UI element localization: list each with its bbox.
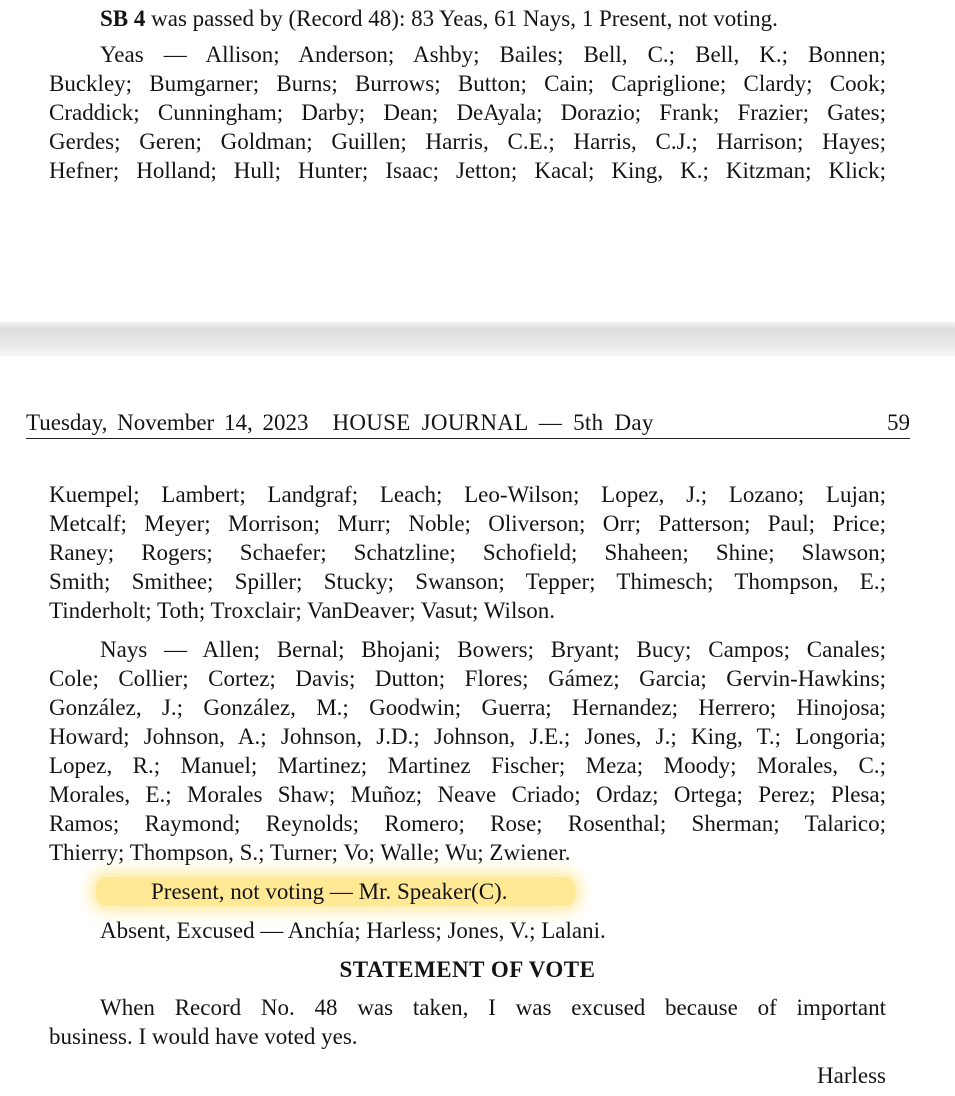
statement-line: When Record No. 48 was taken, I was excused because of important	[100, 995, 886, 1020]
statement-of-vote-heading: STATEMENT OF VOTE	[339, 957, 596, 982]
previous-page-fragment	[49, 4, 886, 185]
bill-number: SB 4	[100, 6, 146, 31]
nays-line: González, J.; González, M.; Goodwin; Guerra; Hernandez; Herrero; Hinojosa;	[49, 695, 886, 720]
nays-line: Nays — Allen; Bernal; Bhojani; Bowers; Bryant; Bucy; Campos; Canales;	[100, 637, 886, 662]
yeas-line: Buckley; Bumgarner; Burns; Burrows; Button; Cain; Capriglione; Clardy; Cook;	[49, 71, 886, 96]
yeas-line: Gerdes; Geren; Goldman; Guillen; Harris, C.E.; Harris, C.J.; Harrison; Hayes;	[49, 129, 886, 154]
page-separator	[0, 322, 955, 356]
vote-result-line	[49, 4, 886, 33]
running-header	[26, 408, 910, 439]
yeas-line: Yeas — Allison; Anderson; Ashby; Bailes; Bell, C.; Bell, K.; Bonnen;	[100, 42, 886, 67]
yeas-continued-paragraph	[49, 480, 886, 625]
yeas-line: Hefner; Holland; Hull; Hunter; Isaac; Jetton; Kacal; King, K.; Kitzman; Klick;	[49, 158, 886, 183]
yeas-line: Metcalf; Meyer; Morrison; Murr; Noble; Oliverson; Orr; Patterson; Paul; Price;	[49, 511, 886, 536]
present-not-voting-line	[49, 877, 886, 906]
yeas-line: Tinderholt; Toth; Troxclair; VanDeaver; Vasut; Wilson.	[49, 598, 556, 623]
yeas-line: Kuempel; Lambert; Landgraf; Leach; Leo-Wilson; Lopez, J.; Lozano; Lujan;	[49, 482, 886, 507]
yeas-line: Smith; Smithee; Spiller; Stucky; Swanson; Tepper; Thimesch; Thompson, E.;	[49, 569, 886, 594]
journal-page-body	[49, 480, 886, 1090]
nays-line: Cole; Collier; Cortez; Davis; Dutton; Flores; Gámez; Garcia; Gervin-Hawkins;	[49, 666, 886, 691]
nays-line: Ramos; Raymond; Reynolds; Romero; Rose; Rosenthal; Sherman; Talarico;	[49, 811, 886, 836]
nays-paragraph	[49, 635, 886, 867]
signature-name: Harless	[817, 1063, 886, 1088]
statement-paragraph	[49, 993, 886, 1051]
nays-line: Thierry; Thompson, S.; Turner; Vo; Walle; Wu; Zwiener.	[49, 840, 571, 865]
nays-line: Morales, E.; Morales Shaw; Muñoz; Neave Criado; Ordaz; Ortega; Perez; Plesa;	[49, 782, 886, 807]
nays-line: Lopez, R.; Manuel; Martinez; Martinez Fischer; Meza; Moody; Morales, C.;	[49, 753, 886, 778]
yeas-line: Craddick; Cunningham; Darby; Dean; DeAyala; Dorazio; Frank; Frazier; Gates;	[49, 100, 886, 125]
header-date: Tuesday, November 14, 2023	[26, 410, 309, 435]
header-journal-title: HOUSE JOURNAL — 5th Day	[332, 410, 654, 435]
nays-line: Howard; Johnson, A.; Johnson, J.D.; Johnson, J.E.; Jones, J.; King, T.; Longoria;	[49, 724, 886, 749]
highlighted-present-not-voting: Present, not voting — Mr. Speaker(C).	[96, 877, 575, 906]
statement-line: business. I would have voted yes.	[49, 1024, 358, 1049]
page-number: 59	[887, 410, 910, 435]
yeas-paragraph	[49, 40, 886, 185]
yeas-line: Raney; Rogers; Schaefer; Schatzline; Schofield; Shaheen; Shine; Slawson;	[49, 540, 886, 565]
absent-excused-line: Absent, Excused — Anchía; Harless; Jones, V.; Lalani.	[100, 918, 606, 943]
vote-result-text: was passed by (Record 48): 83 Yeas, 61 Nays, 1 Present, not voting.	[145, 6, 778, 31]
